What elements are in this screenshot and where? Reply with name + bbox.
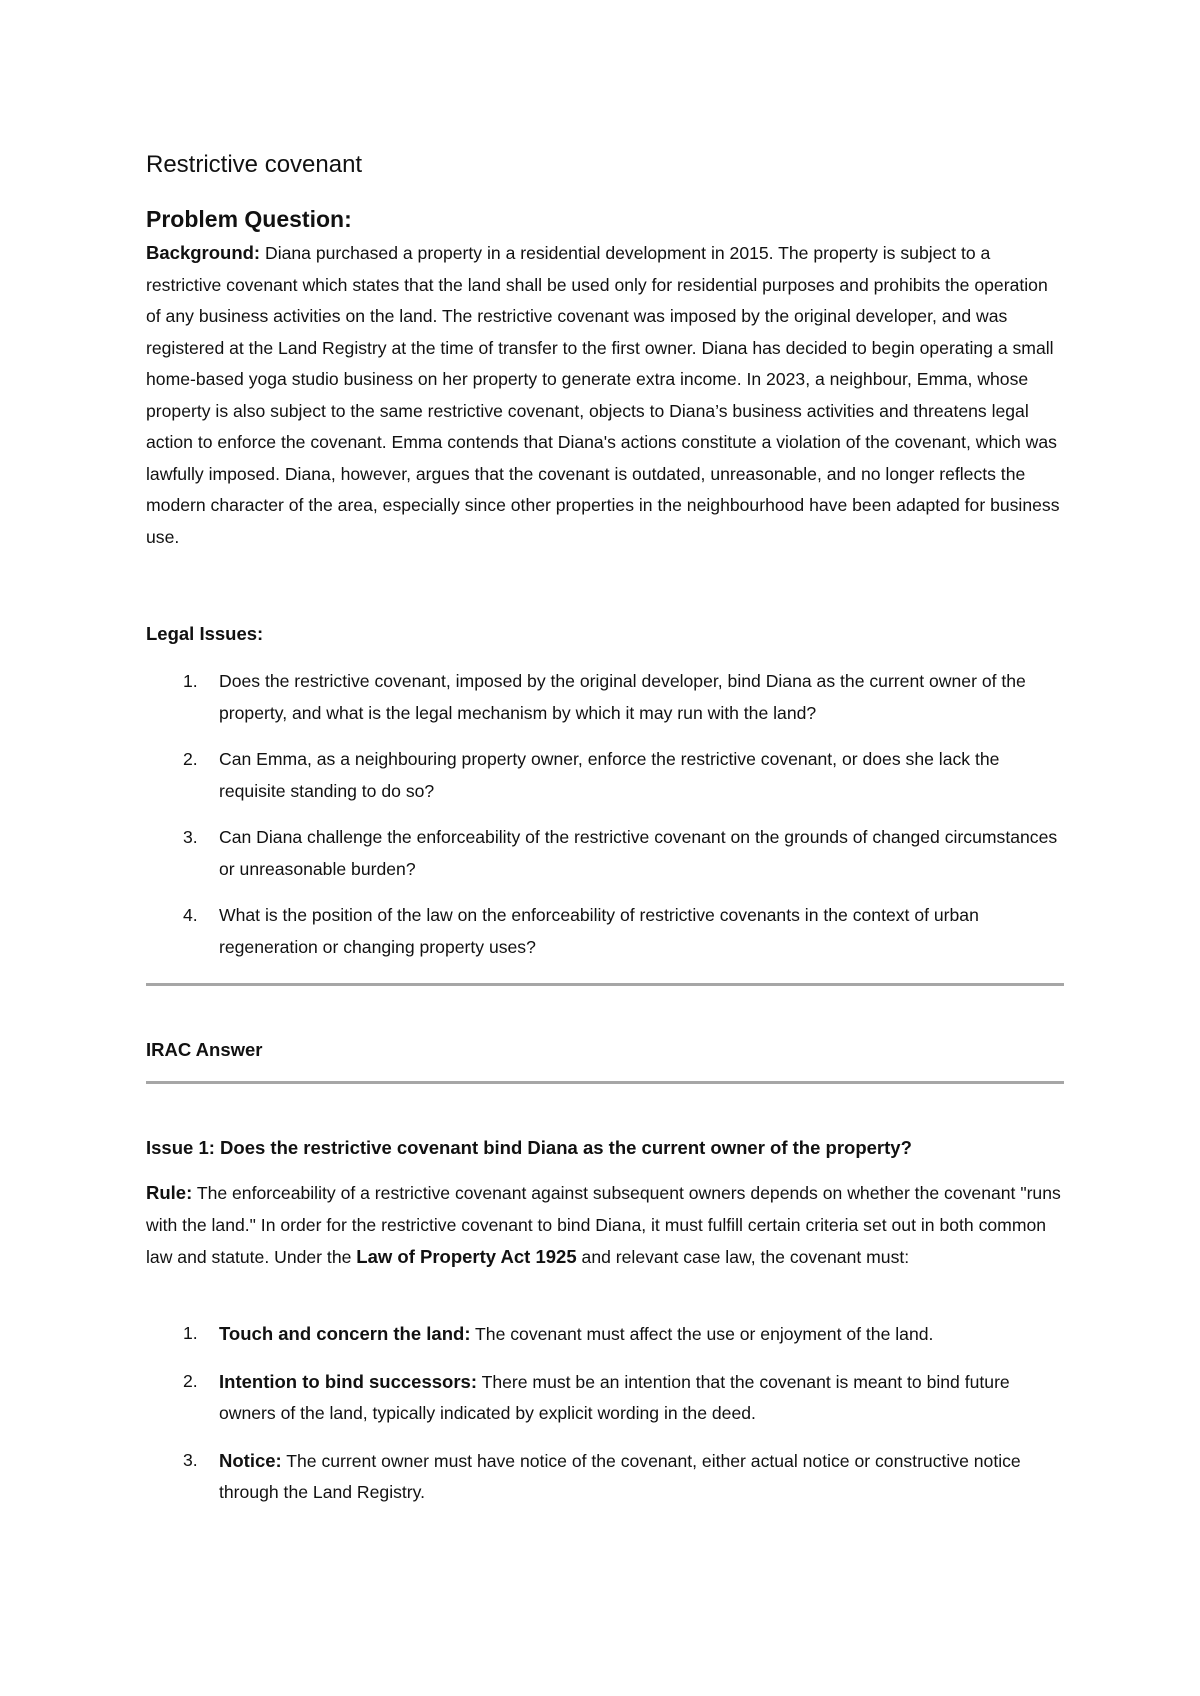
criterion-text: The current owner must have notice of the covenant, either actual notice or constructive notice through the Land Registry. [219,1450,1021,1502]
list-item [146,666,1064,729]
rule-label: Rule: [146,1182,193,1203]
list-number: 3. [183,827,198,847]
list-number: 4. [183,905,198,925]
list-text: Does the restrictive covenant, imposed by the original developer, bind Diana as the current owner of the property, and what is the legal mechanism by which it may run with the land? [219,671,1026,723]
list-text: Can Emma, as a neighbouring property owner, enforce the restrictive covenant, or does she lack the requisite standing to do so? [219,749,1000,801]
issue-1-heading: Issue 1: Does the restrictive covenant bind Diana as the current owner of the property? [146,1137,912,1158]
rule-text-2: and relevant case law, the covenant must: [576,1247,910,1267]
list-item [146,822,1064,885]
problem-question-heading: Problem Question: [146,206,352,232]
list-text: Can Diana challenge the enforceability of the restrictive covenant on the grounds of changed circumstances or unreasonable burden? [219,827,1058,879]
irac-answer-heading: IRAC Answer [146,1039,263,1060]
legal-issues-heading: Legal Issues: [146,623,264,644]
legal-issues-list [146,666,1064,978]
list-text: What is the position of the law on the enforceability of restrictive covenants in the context of urban regeneration or changing property uses? [219,905,979,957]
rule-paragraph [146,1177,1064,1274]
background-text: Diana purchased a property in a residential development in 2015. The property is subject to a restrictive covenant which states that the land shall be used only for residential purposes and prohibits the operation of any business activities on the land. The restrictive covenant was imposed by the original developer, and was registered at the Land Registry at the time of transfer to the first owner. Diana has decided to begin operating a small home-based yoga studio business on her property to generate extra income. In 2023, a neighbour, Emma, whose property is also subject to the same restrictive covenant, objects to Diana’s business activities and threatens legal action to enforce the covenant. Emma contends that Diana's actions constitute a violation of the covenant, which was lawfully imposed. Diana, however, argues that the covenant is outdated, unreasonable, and no longer reflects the modern character of the area, especially since other properties in the neighbourhood have been adapted for business use. [146,243,1060,547]
criterion-text: There must be an intention that the covenant is meant to bind future owners of the land, typically indicated by explicit wording in the deed. [219,1371,1010,1423]
covenant-criteria-list [146,1318,1064,1524]
list-item [146,900,1064,963]
horizontal-rule [146,983,1064,986]
list-number: 1. [183,1323,198,1343]
horizontal-rule [146,1081,1064,1084]
criterion-label: Touch and concern the land: [219,1323,471,1344]
list-item [146,1318,1064,1351]
criterion-text: The covenant must affect the use or enjoyment of the land. [470,1324,934,1344]
list-number: 3. [183,1449,198,1470]
list-number: 2. [183,1370,198,1391]
list-item [146,744,1064,807]
list-number: 1. [183,671,198,691]
list-item [146,1445,1064,1509]
list-item [146,1366,1064,1430]
background-label: Background: [146,242,261,263]
background-paragraph [146,237,1064,553]
criterion-label: Intention to bind successors: [219,1370,477,1392]
rule-act-name: Law of Property Act 1925 [356,1246,577,1267]
document-title: Restrictive covenant [146,151,363,178]
rule-text-1: The enforceability of a restrictive covenant against subsequent owners depends on whether the covenant "runs with the land." In order for the restrictive covenant to bind Diana, it must fulfill certain criteria set out in both common law and statute. Under the [146,1183,1061,1267]
list-number: 2. [183,749,198,769]
criterion-label: Notice: [219,1449,282,1471]
